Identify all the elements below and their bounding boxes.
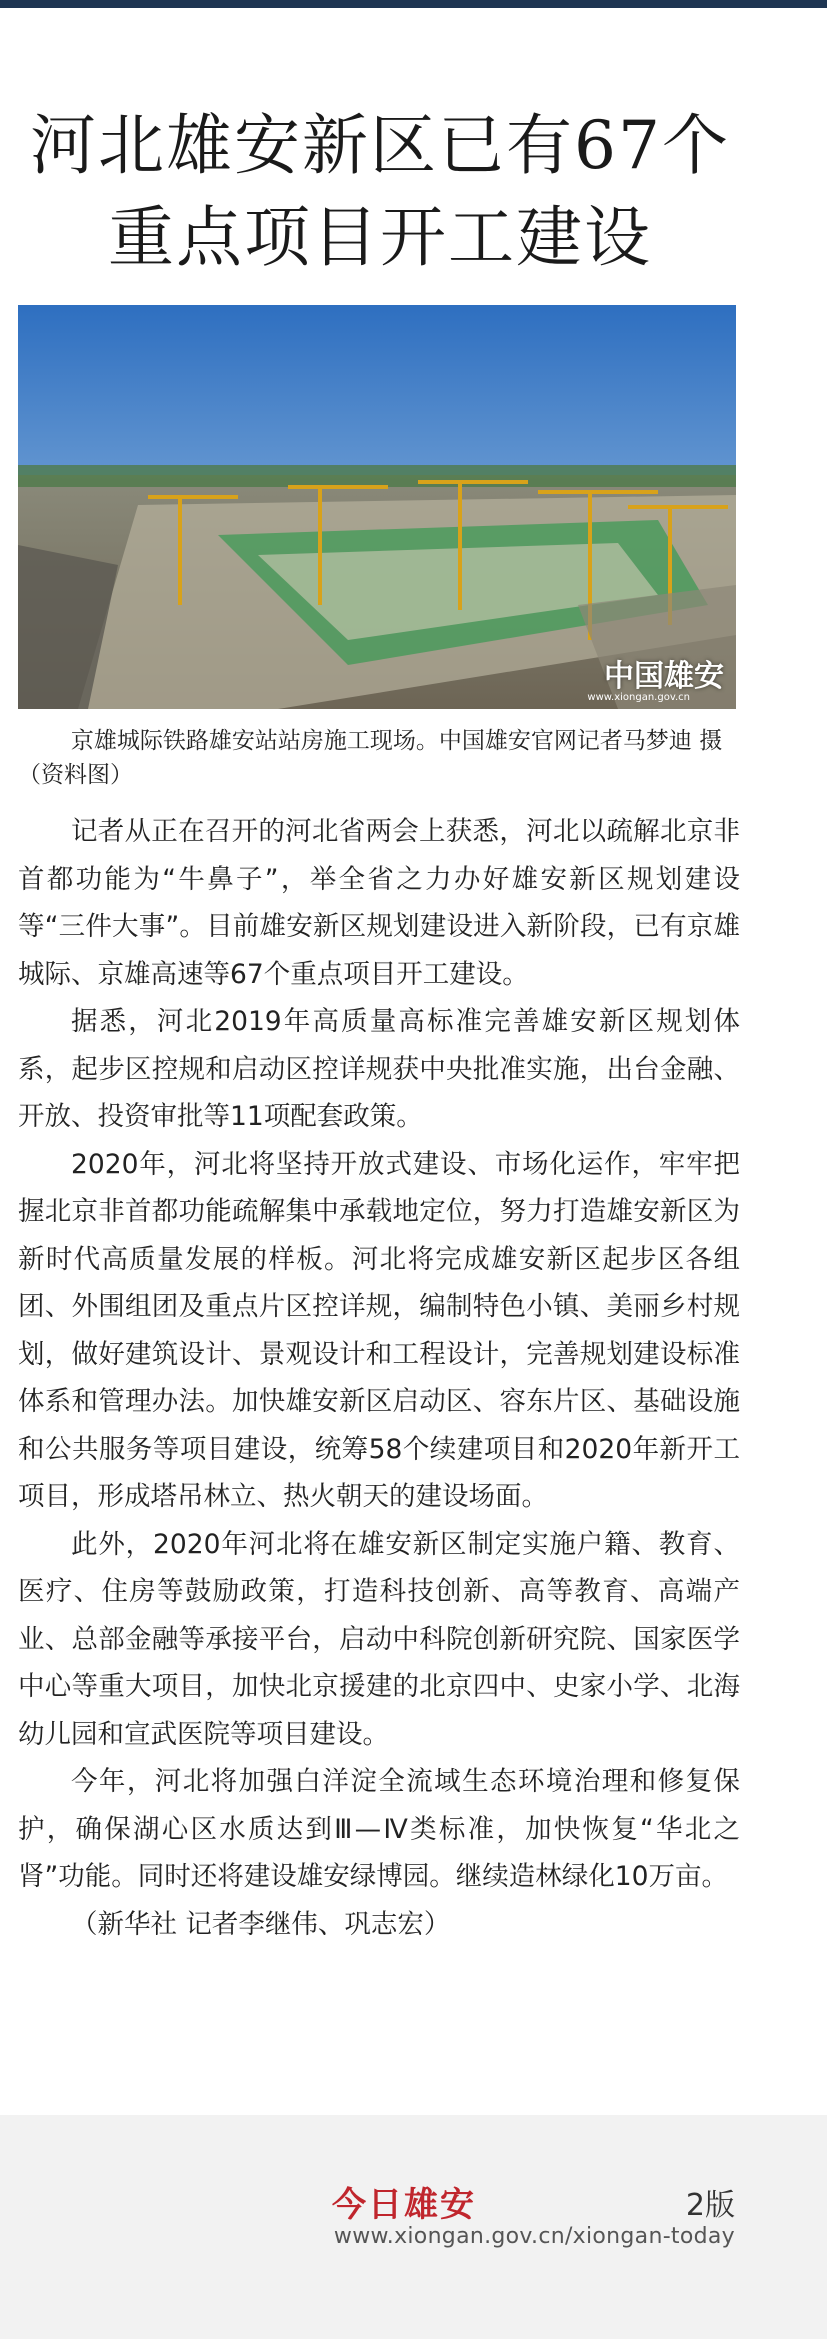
photo-caption: 京雄城际铁路雄安站站房施工现场。中国雄安官网记者马梦迪 摄（资料图）: [18, 728, 723, 788]
paragraph: 今年，河北将加强白洋淀全流域生态环境治理和修复保护，确保湖心区水质达到Ⅲ—Ⅳ类标准，加快恢复“华北之肾”功能。同时还将建设雄安绿博园。继续造林绿化10万亩。: [18, 1766, 740, 1892]
headline-line-2: 重点项目开工建设: [108, 199, 652, 276]
paragraph: 此外，2020年河北将在雄安新区制定实施户籍、教育、医疗、住房等鼓励政策，打造科技创新、高等教育、高端产业、总部金融等承接平台，启动中科院创新研究院、国家医学中心等重大项目，加快北京援建的北京四中、史家小学、北海幼儿园和宣武医院等项目建设。: [18, 1528, 740, 1750]
paragraph: 2020年，河北将坚持开放式建设、市场化运作，牢牢把握北京非首都功能疏解集中承载地定位，努力打造雄安新区为新时代高质量发展的样板。河北将完成雄安新区起步区各组团、外围组团及重点片区控详规，编制特色小镇、美丽乡村规划，做好建筑设计、景观设计和工程设计，完善规划建设标准体系和管理办法。加快雄安新区启动区、容东片区、基础设施和公共服务等项目建设，统筹58个续建项目和2020年新开工项目，形成塔吊林立、热火朝天的建设场面。: [18, 1148, 740, 1512]
footer-url[interactable]: www.xiongan.gov.cn/xiongan-today: [333, 2224, 735, 2249]
headline-line-1: 河北雄安新区已有67个: [30, 107, 730, 184]
watermark-logo: 中国雄安: [604, 659, 724, 694]
article-body: [18, 808, 740, 1948]
watermark-url: www.xiongan.gov.cn: [587, 692, 690, 703]
paragraph: 记者从正在召开的河北省两会上获悉，河北以疏解北京非首都功能为“牛鼻子”，举全省之力办好雄安新区规划建设等“三件大事”。目前雄安新区规划建设进入新阶段，已有京雄城际、京雄高速等67个重点项目开工建设。: [18, 816, 740, 990]
paragraph: 据悉，河北2019年高质量高标准完善雄安新区规划体系，起步区控规和启动区控详规获中央批准实施，出台金融、开放、投资审批等11项配套政策。: [18, 1006, 740, 1132]
construction-photo: [18, 305, 736, 709]
page-number: 2版: [685, 2188, 735, 2223]
byline: （新华社 记者李继伟、巩志宏）: [71, 1908, 451, 1940]
construction-site-image: [18, 305, 736, 709]
top-bar: [0, 0, 827, 8]
brand-logo: 今日雄安: [332, 2185, 476, 2225]
